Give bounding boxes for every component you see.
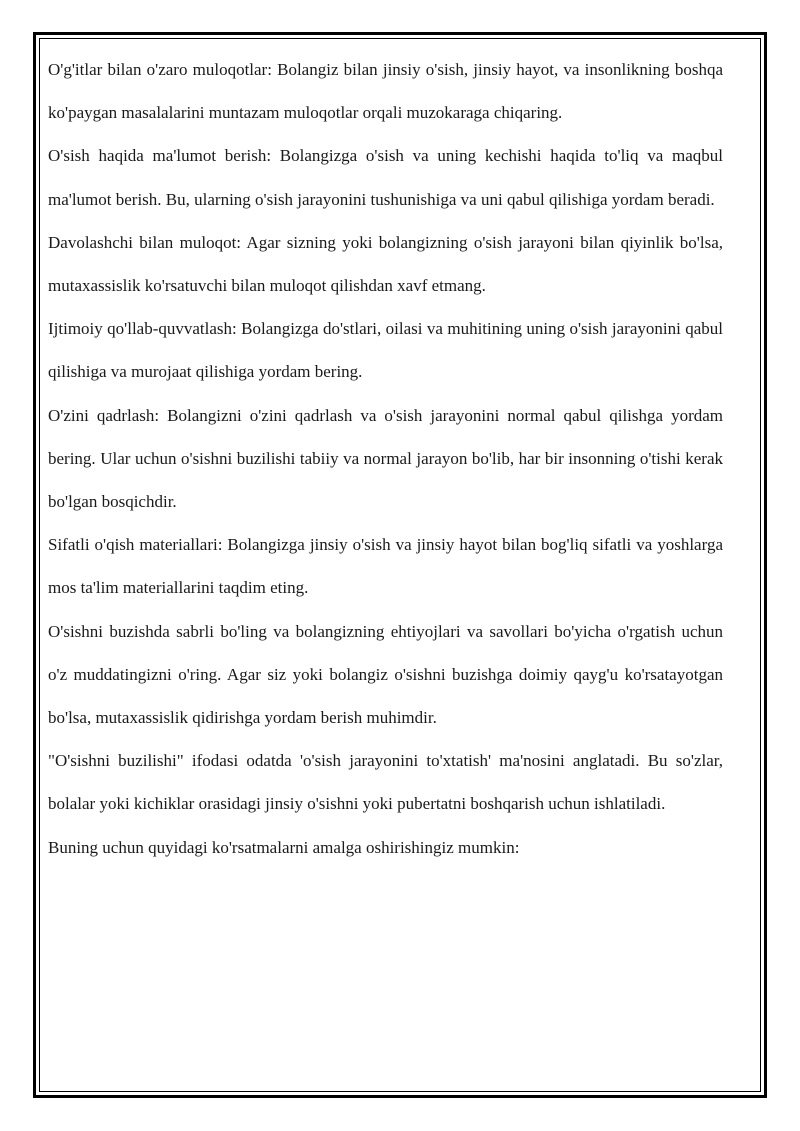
document-body [48, 48, 723, 869]
paragraph-social-support: Ijtimoiy qo'llab-quvvatlash: Bolangizga do'stlari, oilasi va muhitining uning o'sish jarayonini qabul qilishiga va murojaat qilishiga yordam bering. [48, 319, 723, 382]
paragraph-growth-information: O'sish haqida ma'lumot berish: Bolangizga o'sish va uning kechishi haqida to'liq va maqbul ma'lumot berish. Bu, ularning o'sish jarayonini tushunishiga va uni qabul qilishiga yordam beradi. [48, 146, 723, 209]
paragraph-self-esteem: O'zini qadrlash: Bolangizni o'zini qadrlash va o'sish jarayonini normal qabul qilishga yordam bering. Ular uchun o'sishni buzilishi tabiiy va normal jarayon bo'lib, har bir insonning o'tishi kerak bo'lgan bosqichdir. [48, 405, 723, 512]
paragraph-fertilizer-dialogue: O'g'itlar bilan o'zaro muloqotlar: Bolangiz bilan jinsiy o'sish, jinsiy hayot, va insonlikning boshqa ko'paygan masalalarini muntazam muloqotlar orqali muzokaraga chiqaring. [48, 60, 723, 123]
paragraph-patience: O'sishni buzishda sabrli bo'ling va bolangizning ehtiyojlari va savollari bo'yicha o'rgatish uchun o'z muddatingizni o'ring. Agar siz yoki bolangiz o'sishni buzishga doimiy qayg'u ko'rsatayotgan bo'lsa, mutaxassislik qidirishga yordam berish muhimdir. [48, 621, 723, 728]
paragraph-reading-materials: Sifatli o'qish materiallari: Bolangizga jinsiy o'sish va jinsiy hayot bilan bog'liq sifatli va yoshlarga mos ta'lim materiallarini taqdim eting. [48, 535, 723, 598]
paragraph-definition: "O'sishni buzilishi" ifodasi odatda 'o'sish jarayonini to'xtatish' ma'nosini anglatadi. Bu so'zlar, bolalar yoki kichiklar orasidagi jinsiy o'sishni yoki pubertatni boshqarish uchun ishlatiladi. [48, 751, 723, 814]
paragraph-doctor-communication: Davolashchi bilan muloqot: Agar sizning yoki bolangizning o'sish jarayoni bilan qiyinlik bo'lsa, mutaxassislik ko'rsatuvchi bilan muloqot qilishdan xavf etmang. [48, 232, 723, 296]
paragraph-instructions-intro: Buning uchun quyidagi ko'rsatmalarni amalga oshirishingiz mumkin: [48, 837, 520, 857]
